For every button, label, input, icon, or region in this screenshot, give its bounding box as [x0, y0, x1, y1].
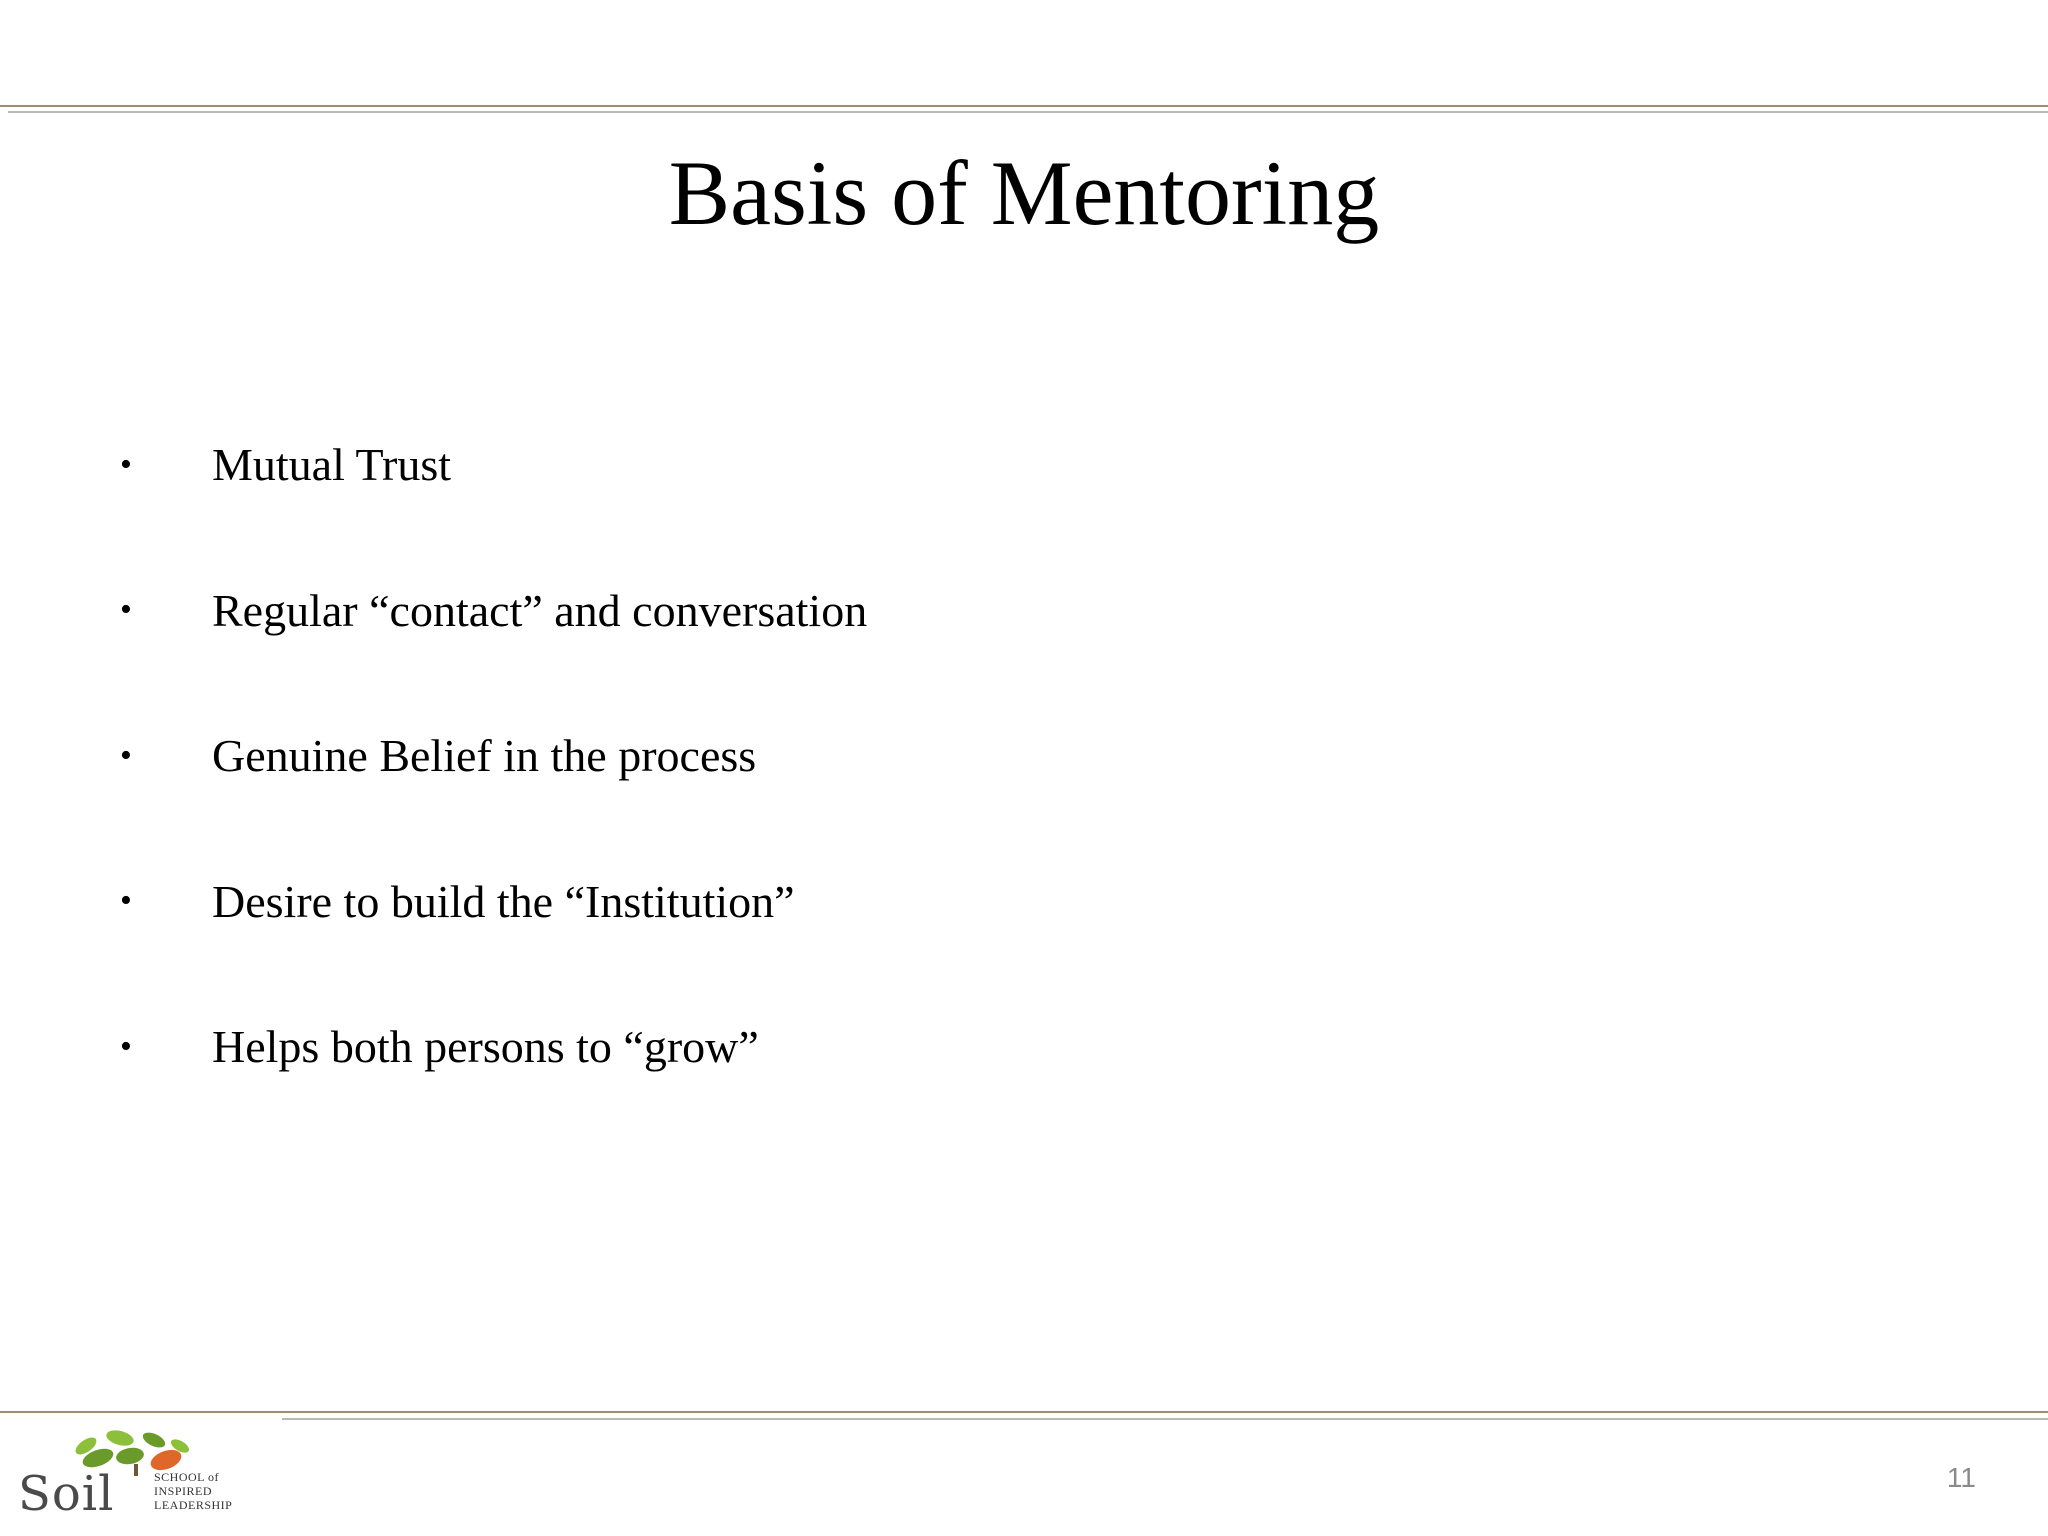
list-item — [120, 829, 867, 975]
bullet-icon: • — [120, 445, 132, 483]
bullet-text: Mutual Trust — [212, 439, 452, 491]
page-number: 11 — [1946, 1462, 1976, 1493]
bullet-list — [120, 392, 867, 1120]
logo-wordmark: Soil — [18, 1466, 115, 1522]
bullet-text: Desire to build the “Institution” — [212, 875, 795, 927]
bullet-text: Regular “contact” and conversation — [212, 584, 868, 636]
soil-logo — [14, 1424, 274, 1524]
list-item — [120, 392, 867, 538]
list-item — [120, 683, 867, 829]
logo-tagline-line: SCHOOL of — [154, 1470, 220, 1484]
bottom-divider-gold — [0, 1411, 2048, 1413]
bullet-icon: • — [120, 736, 132, 774]
logo-tagline — [154, 1470, 232, 1512]
bottom-divider-gray — [282, 1418, 2048, 1420]
logo-tagline-line: INSPIRED — [154, 1484, 213, 1498]
top-divider-gold — [0, 105, 2048, 107]
slide-title: Basis of Mentoring — [668, 142, 1380, 244]
bullet-text: Helps both persons to “grow” — [212, 1021, 759, 1073]
bullet-text: Genuine Belief in the process — [212, 730, 757, 782]
list-item — [120, 538, 867, 684]
top-divider-gray — [8, 111, 2048, 113]
logo-tagline-line: LEADERSHIP — [154, 1498, 233, 1512]
bullet-icon: • — [120, 591, 132, 629]
bullet-icon: • — [120, 1027, 132, 1065]
bullet-icon: • — [120, 882, 132, 920]
list-item — [120, 974, 867, 1120]
